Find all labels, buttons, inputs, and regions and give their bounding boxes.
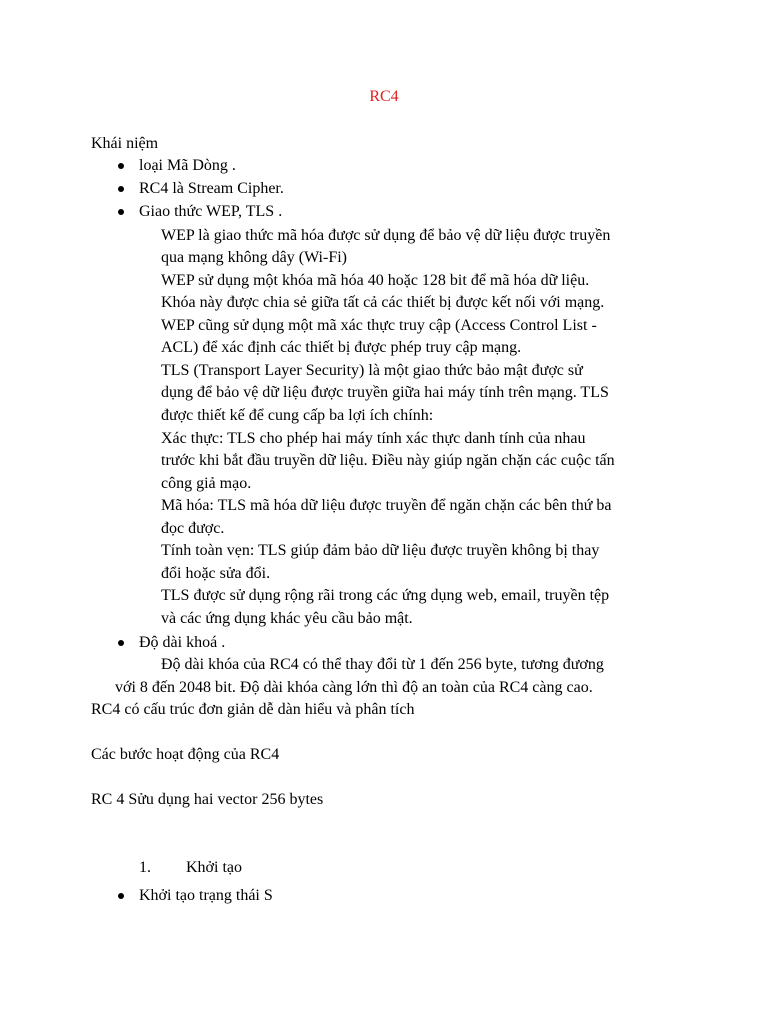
bullet-item: RC4 là Stream Cipher. bbox=[139, 180, 284, 197]
bullet-item: Khởi tạo trạng thái S bbox=[139, 887, 273, 904]
bullet-dot bbox=[118, 209, 124, 215]
numbered-item-number: 1. bbox=[139, 859, 151, 876]
bullet-item: Độ dài khoá . bbox=[139, 634, 226, 651]
paragraph-line: TLS (Transport Layer Security) là một giao thức bảo mật được sử bbox=[161, 362, 583, 379]
paragraph-line: RC4 có cấu trúc đơn giản dễ dàn hiểu và phân tích bbox=[91, 701, 415, 718]
paragraph-line: TLS được sử dụng rộng rãi trong các ứng dụng web, email, truyền tệp bbox=[161, 587, 610, 604]
paragraph-line: Xác thực: TLS cho phép hai máy tính xác thực danh tính của nhau bbox=[161, 430, 586, 447]
paragraph-line: Tính toàn vẹn: TLS giúp đảm bảo dữ liệu được truyền không bị thay bbox=[161, 542, 600, 559]
bullet-dot bbox=[118, 893, 124, 899]
bullet-dot bbox=[118, 640, 124, 646]
bullet-dot bbox=[118, 186, 124, 192]
paragraph-line: và các ứng dụng khác yêu cầu bảo mật. bbox=[161, 610, 413, 627]
paragraph-line: RC 4 Sửu dụng hai vector 256 bytes bbox=[91, 791, 324, 808]
paragraph-line: trước khi bắt đầu truyền dữ liệu. Điều này giúp ngăn chặn các cuộc tấn bbox=[161, 452, 615, 469]
paragraph-line: WEP cũng sử dụng một mã xác thực truy cập (Access Control List - bbox=[161, 317, 597, 334]
section-heading-steps: Các bước hoạt động của RC4 bbox=[91, 746, 280, 763]
paragraph-line: WEP sử dụng một khóa mã hóa 40 hoặc 128 bit để mã hóa dữ liệu. bbox=[161, 272, 590, 289]
bullet-item: loại Mã Dòng . bbox=[139, 157, 236, 174]
numbered-item-label: Khởi tạo bbox=[186, 859, 243, 876]
paragraph-line: Khóa này được chia sẻ giữa tất cả các thiết bị được kết nối với mạng. bbox=[161, 294, 605, 311]
paragraph-line: được thiết kế để cung cấp ba lợi ích chính: bbox=[161, 407, 434, 424]
paragraph-line: WEP là giao thức mã hóa được sử dụng để bảo vệ dữ liệu được truyền bbox=[161, 227, 611, 244]
paragraph-line: qua mạng không dây (Wi-Fi) bbox=[161, 249, 347, 266]
paragraph-line: Mã hóa: TLS mã hóa dữ liệu được truyền để ngăn chặn các bên thứ ba bbox=[161, 497, 612, 514]
paragraph-line: đổi hoặc sửa đổi. bbox=[161, 565, 271, 582]
paragraph-line: dụng để bảo vệ dữ liệu được truyền giữa hai máy tính trên mạng. TLS bbox=[161, 384, 609, 401]
paragraph-line: đọc được. bbox=[161, 520, 225, 537]
document-title: RC4 bbox=[369, 88, 399, 105]
paragraph-line: ACL) để xác định các thiết bị được phép truy cập mạng. bbox=[161, 339, 522, 356]
bullet-item: Giao thức WEP, TLS . bbox=[139, 203, 283, 220]
paragraph-line: Độ dài khóa của RC4 có thể thay đổi từ 1 đến 256 byte, tương đương bbox=[161, 656, 604, 673]
paragraph-line: công giả mạo. bbox=[161, 475, 252, 492]
paragraph-line: với 8 đến 2048 bit. Độ dài khóa càng lớn thì độ an toàn của RC4 càng cao. bbox=[115, 679, 593, 696]
bullet-dot bbox=[118, 163, 124, 169]
section-heading-concept: Khái niệm bbox=[91, 135, 159, 152]
